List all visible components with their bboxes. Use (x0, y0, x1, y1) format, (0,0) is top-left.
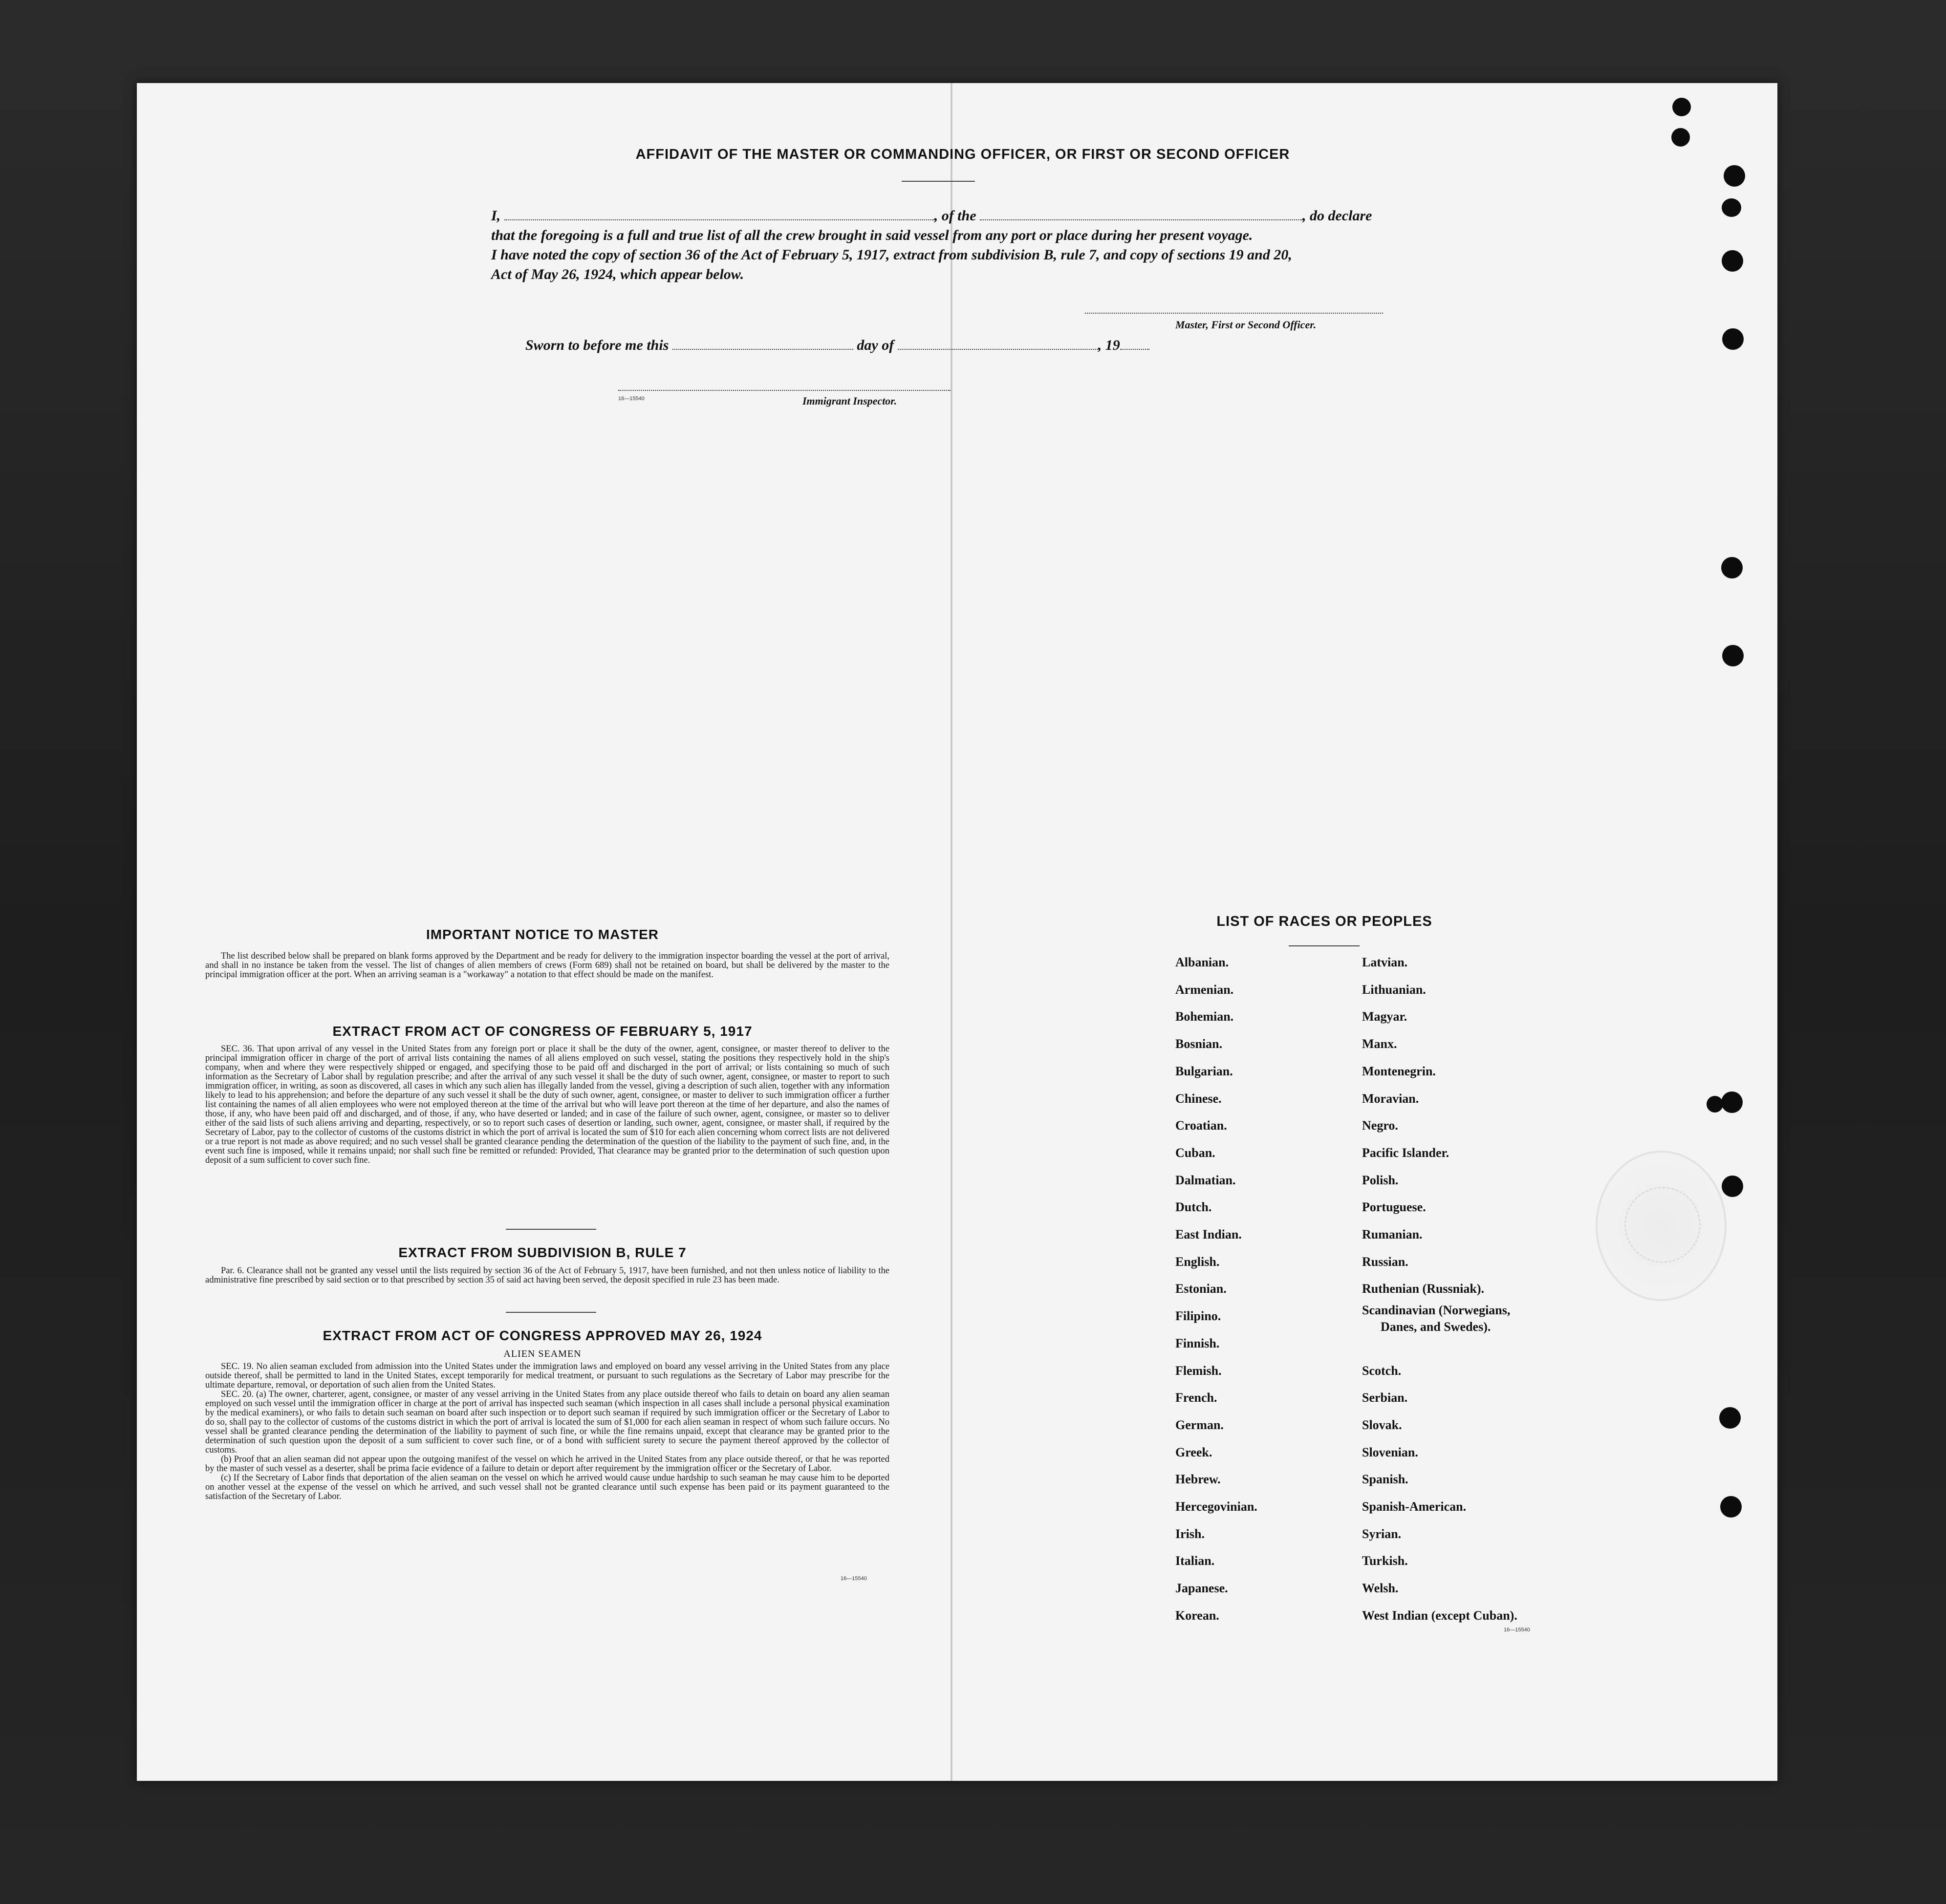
race-item: Filipino. (1175, 1309, 1221, 1323)
form-number: 16—15540 (841, 1576, 867, 1582)
race-item: Croatian. (1175, 1118, 1227, 1133)
affidavit-of-the: , of the (934, 208, 976, 224)
title-rule (1289, 945, 1360, 946)
vessel-blank (980, 209, 1302, 220)
race-item: Slovenian. (1362, 1445, 1418, 1459)
punch-hole (1720, 1496, 1742, 1518)
sworn-line (525, 337, 1149, 354)
notice-text (205, 952, 889, 980)
punch-hole (1722, 328, 1744, 350)
sworn-month-blank (898, 338, 1098, 350)
race-item: Russian. (1362, 1255, 1408, 1269)
master-signature-line (1085, 313, 1383, 314)
sec-19-paragraph: SEC. 19. No alien seaman excluded from admission into the United States under the immigration laws and employed on board any vessel arriving in the United States from any place outside thereof, shall be permitted to land in the United States, except temporarily for medical treatment, or pursuant to such regulations as the Secretary of Labor may prescribe for the ultimate departure, removal, or deportation of such alien from the United States. (205, 1362, 889, 1390)
sec-20b-paragraph: (b) Proof that an alien seaman did not appear upon the outgoing manifest of the vessel on which he arrived in the United States from any place outside thereof, or that he was reported by the master of such vessel as a deserter, shall be prima facie evidence of a failure to detain or deport after requirement by the immigration officer or the Secretary of Labor. (205, 1455, 889, 1474)
race-item: Cuban. (1175, 1146, 1215, 1160)
embossed-seal (1596, 1151, 1727, 1301)
affidavit-title: AFFIDAVIT OF THE MASTER OR COMMANDING OFFICER, OR FIRST OR SECOND OFFICER (635, 147, 1290, 162)
punch-hole (1707, 1096, 1723, 1112)
race-item: Slovak. (1362, 1418, 1402, 1432)
race-item: Negro. (1362, 1118, 1398, 1133)
sworn-year: , 19 (1098, 337, 1120, 353)
punch-hole (1722, 198, 1741, 217)
race-item: Japanese. (1175, 1581, 1228, 1595)
affidavit-i: I, (491, 208, 501, 224)
race-item: Bulgarian. (1175, 1064, 1233, 1078)
affidavit-line-3: I have noted the copy of section 36 of the Act of February 5, 1917, extract from subdivision B, rule 7, and copy of sections 19 and 20, (491, 247, 1292, 263)
race-item: Danes, and Swedes). (1381, 1320, 1491, 1334)
extract-1924-text (205, 1362, 889, 1501)
race-item: Bohemian. (1175, 1009, 1234, 1024)
race-item: Spanish-American. (1362, 1499, 1467, 1514)
extract-1924-subtitle: ALIEN SEAMEN (503, 1348, 582, 1359)
divider-rule (506, 1229, 596, 1230)
race-item: French. (1175, 1391, 1217, 1405)
punch-hole (1722, 645, 1744, 666)
races-title: LIST OF RACES OR PEOPLES (1216, 914, 1432, 929)
race-item: Chinese. (1175, 1091, 1222, 1106)
race-item: Pacific Islander. (1362, 1146, 1449, 1160)
extract-rule7-text (205, 1266, 889, 1285)
race-item: Latvian. (1362, 955, 1408, 969)
race-item: Montenegrin. (1362, 1064, 1436, 1078)
race-item: Dutch. (1175, 1200, 1212, 1214)
race-item: Welsh. (1362, 1581, 1399, 1595)
race-item: West Indian (except Cuban). (1362, 1608, 1517, 1623)
sec-36-paragraph: SEC. 36. That upon arrival of any vessel in the United States from any foreign port or place it shall be the duty of the owner, agent, consignee, or master thereof to deliver to the principal immigration officer in charge of the port of arrival lists containing the names of all aliens employed on such vessel, stating the positions they respectively hold in the ship's company, when and where they were respectively shipped or engaged, and specifying those to be paid off and discharged in the port of arrival; or lists containing so much of such information as the Secretary of Labor shall by regulation prescribe; and after the arrival of any such vessel it shall be the duty of such owner, agent, consignee, or master to report to such immigration officer, in writing, as soon as discovered, all cases in which any such alien has illegally landed from the vessel, giving a description of such alien, together with any information likely to lead to his apprehension; and before the departure of any such vessel it shall be the duty of such owner, agent, consignee, or master to deliver to such immigration officer a further list containing the names of all alien employees who were not employed thereon at the time of the arrival but who will leave port thereon at the time of her departure, and also the names of those, if any, who have been paid off and discharged, and of those, if any, who have deserted or landed; and in case of the failure of such owner, agent, consignee, or master so to deliver either of the said lists of such aliens arriving and departing, respectively, or so to report such cases of desertion or landing, such owner, agent, consignee, or master shall, if required by the Secretary of Labor, pay to the collector of customs of the customs district in which the port of arrival is located the sum of $10 for each alien concerning whom correct lists are not delivered or a true report is not made as above required; and no such vessel shall be granted clearance pending the determination of the question of the liability to the payment of such fine, and, in the event such fine is imposed, while it remains unpaid; nor shall such fine be remitted or refunded: Provided, That clearance may be granted prior to the determination of such question upon deposit of a sum sufficient to cover such fine. (205, 1044, 889, 1165)
sec-20a-paragraph: SEC. 20. (a) The owner, charterer, agent, consignee, or master of any vessel arriving in the United States from any place outside thereof who fails to detain on board any alien seaman employed on such vessel until the immigration officer in charge at the port of arrival has inspected such seaman (which inspection in all cases shall include a personal physical examination by the medical examiners), or who fails to detain such seaman on board after such inspection or to deport such seaman if required by such immigration officer or the Secretary of Labor to do so, shall pay to the collector of customs of the customs district in which the port of arrival is located the sum of $1,000 for each alien seaman in respect of whom such failure occurs. No vessel shall be granted clearance pending the determination of the liability to payment of such fine, or while the fine remains unpaid, except that clearance may be granted prior to the determination of such question upon the deposit of a sum sufficient to cover such fine, or of a bond with sufficient surety to secure the payment thereof approved by the collector of customs. (205, 1390, 889, 1455)
race-item: Italian. (1175, 1554, 1215, 1568)
name-blank (504, 209, 934, 220)
race-item: Rumanian. (1362, 1227, 1423, 1241)
notice-title: IMPORTANT NOTICE TO MASTER (426, 927, 659, 942)
race-item: Scandinavian (Norwegians, (1362, 1303, 1511, 1317)
sec-20c-paragraph: (c) If the Secretary of Labor finds that deportation of the alien seaman on the vessel on which he arrived would cause undue hardship to such seaman he may cause him to be deported on another vessel at the expense of the vessel on which he arrived, and such vessel shall not be granted clearance until such expense has been paid or its payment guaranteed to the satisfaction of the Secretary of Labor. (205, 1473, 889, 1501)
race-item: East Indian. (1175, 1227, 1242, 1241)
master-signature-label: Master, First or Second Officer. (1175, 319, 1317, 331)
punch-hole (1722, 250, 1743, 272)
race-item: Hebrew. (1175, 1472, 1221, 1486)
race-item: Korean. (1175, 1608, 1219, 1623)
race-item: Syrian. (1362, 1527, 1402, 1541)
race-item: Serbian. (1362, 1391, 1408, 1405)
extract-1924-title: EXTRACT FROM ACT OF CONGRESS APPROVED MAY 26, 1924 (323, 1328, 762, 1343)
race-item: Armenian. (1175, 983, 1234, 997)
punch-hole (1671, 128, 1690, 147)
race-item: Scotch. (1362, 1364, 1402, 1378)
race-item: Estonian. (1175, 1282, 1227, 1296)
inspector-signature-line (618, 390, 951, 391)
notice-paragraph: The list described below shall be prepared on blank forms approved by the Department and be ready for delivery to the immigration inspector boarding the vessel at the port of arrival, and shall in no instance be taken from the vessel. The list of changes of alien members of crews (Form 689) shall not be retained on board, but shall be delivered by the master to the principal immigration officer at the port. When an arriving seaman is a "workaway" a notation to that effect should be made on the manifest. (205, 951, 889, 980)
punch-hole (1672, 98, 1691, 116)
race-item: Turkish. (1362, 1554, 1408, 1568)
affidavit-declare: , do declare (1302, 208, 1372, 224)
divider-rule (506, 1312, 596, 1313)
race-item: English. (1175, 1255, 1220, 1269)
affidavit-line-1 (491, 208, 1415, 224)
affidavit-line-4: Act of May 26, 1924, which appear below. (491, 266, 744, 282)
race-item: German. (1175, 1418, 1224, 1432)
sworn-prefix: Sworn to before me this (525, 337, 669, 353)
race-item: Greek. (1175, 1445, 1212, 1459)
title-rule (902, 181, 975, 182)
inspector-label: Immigrant Inspector. (802, 395, 897, 407)
race-item: Portuguese. (1362, 1200, 1426, 1214)
race-item: Lithuanian. (1362, 983, 1426, 997)
extract-1917-text (205, 1045, 889, 1165)
extract-1917-title: EXTRACT FROM ACT OF CONGRESS OF FEBRUARY 5, 1917 (332, 1024, 753, 1039)
sworn-day-of: day of (857, 337, 894, 353)
race-item: Polish. (1362, 1173, 1399, 1187)
race-item: Moravian. (1362, 1091, 1419, 1106)
form-number: 16—15540 (1504, 1627, 1530, 1633)
punch-hole (1721, 557, 1743, 578)
document-sheet (137, 83, 1777, 1781)
race-item: Manx. (1362, 1037, 1397, 1051)
form-number: 16—15540 (618, 396, 645, 402)
race-item: Bosnian. (1175, 1037, 1223, 1051)
race-item: Flemish. (1175, 1364, 1222, 1378)
punch-hole (1722, 1176, 1743, 1197)
affidavit-line-2: that the foregoing is a full and true list of all the crew brought in said vessel from any port or place during her present voyage. (491, 227, 1253, 243)
par-6-paragraph: Par. 6. Clearance shall not be granted any vessel until the lists required by section 36 of the Act of February 5, 1917, have been furnished, and not then unless notice of liability to the administrative fine prescribed by said section or to that prescribed by section 35 of said act having been served, the deposit specified in rule 23 has been made. (205, 1266, 889, 1285)
punch-hole (1719, 1407, 1741, 1429)
sworn-day-blank (672, 338, 853, 350)
race-item: Spanish. (1362, 1472, 1408, 1486)
race-item: Finnish. (1175, 1336, 1220, 1350)
race-item: Ruthenian (Russniak). (1362, 1282, 1484, 1296)
race-item: Hercegovinian. (1175, 1499, 1257, 1514)
sworn-year-blank (1120, 338, 1149, 350)
race-item: Irish. (1175, 1527, 1205, 1541)
race-item: Dalmatian. (1175, 1173, 1236, 1187)
punch-hole (1724, 165, 1745, 187)
punch-hole (1721, 1091, 1743, 1113)
extract-rule7-title: EXTRACT FROM SUBDIVISION B, RULE 7 (398, 1245, 687, 1260)
race-item: Albanian. (1175, 955, 1229, 969)
race-item: Magyar. (1362, 1009, 1407, 1024)
